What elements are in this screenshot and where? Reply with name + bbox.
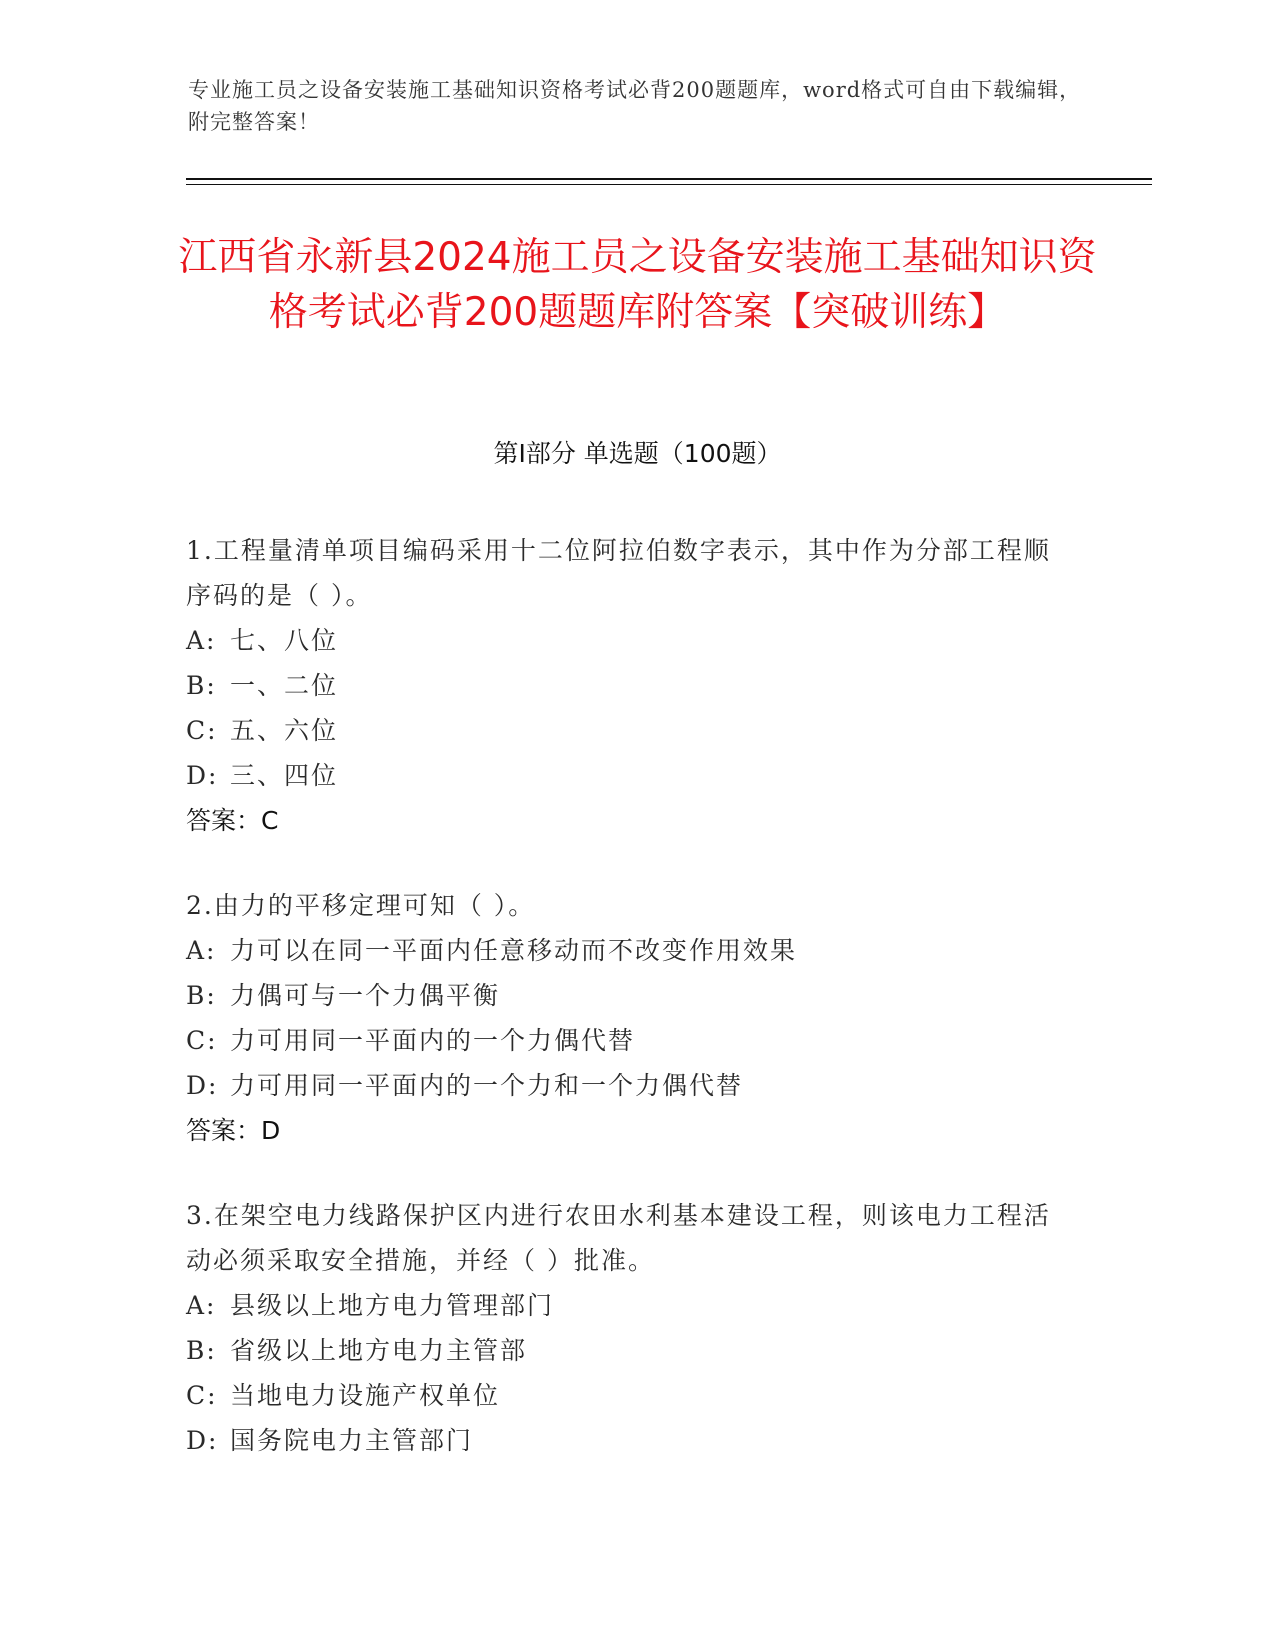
option-text: 一、二位 bbox=[230, 671, 339, 700]
answer-line: 答案：D bbox=[186, 1116, 281, 1145]
question-stem: 2.由力的平移定理可知（ ）。 bbox=[186, 891, 536, 920]
question-3 bbox=[186, 1193, 1066, 1463]
answer-line: 答案：C bbox=[186, 806, 279, 835]
option-a bbox=[186, 928, 1066, 973]
question-1 bbox=[186, 528, 1066, 843]
header-rule-thick bbox=[186, 178, 1152, 180]
option-letter: D: bbox=[186, 1071, 219, 1100]
option-c bbox=[186, 1018, 1066, 1063]
option-text: 力可用同一平面内的一个力和一个力偶代替 bbox=[230, 1071, 744, 1100]
option-text: 省级以上地方电力主管部 bbox=[230, 1336, 528, 1365]
option-b bbox=[186, 973, 1066, 1018]
option-d bbox=[186, 1063, 1066, 1108]
option-text: 县级以上地方电力管理部门 bbox=[230, 1291, 555, 1320]
question-stem: 3.在架空电力线路保护区内进行农田水利基本建设工程，则该电力工程活动必须采取安全措施，并经（ ）批准。 bbox=[186, 1201, 1051, 1275]
option-text: 力偶可与一个力偶平衡 bbox=[230, 981, 501, 1010]
option-letter: B: bbox=[186, 1336, 217, 1365]
question-list bbox=[186, 528, 1066, 1503]
option-a bbox=[186, 618, 1066, 663]
document-title: 江西省永新县2024施工员之设备安装施工基础知识资格考试必背200题题库附答案【突破训练】 bbox=[178, 235, 1097, 335]
option-letter: D: bbox=[186, 761, 219, 790]
option-text: 三、四位 bbox=[230, 761, 339, 790]
option-text: 五、六位 bbox=[230, 716, 339, 745]
header-note: 专业施工员之设备安装施工基础知识资格考试必背200题题库，word格式可自由下载编辑，附完整答案！ bbox=[188, 78, 1082, 134]
question-stem: 1.工程量清单项目编码采用十二位阿拉伯数字表示，其中作为分部工程顺序码的是（ ）。 bbox=[186, 536, 1051, 610]
option-letter: C: bbox=[186, 1381, 218, 1410]
question-2 bbox=[186, 883, 1066, 1153]
option-c bbox=[186, 708, 1066, 753]
option-text: 七、八位 bbox=[230, 626, 339, 655]
option-letter: D: bbox=[186, 1426, 219, 1455]
option-text: 当地电力设施产权单位 bbox=[230, 1381, 501, 1410]
section-title: 第Ⅰ部分 单选题（100题） bbox=[493, 439, 782, 468]
option-letter: A: bbox=[186, 626, 217, 655]
option-letter: C: bbox=[186, 716, 218, 745]
option-b bbox=[186, 1328, 1066, 1373]
header-rule-thin bbox=[186, 184, 1152, 185]
option-text: 力可用同一平面内的一个力偶代替 bbox=[230, 1026, 636, 1055]
option-text: 力可以在同一平面内任意移动而不改变作用效果 bbox=[230, 936, 798, 965]
option-d bbox=[186, 753, 1066, 798]
option-letter: B: bbox=[186, 671, 217, 700]
option-letter: B: bbox=[186, 981, 217, 1010]
option-letter: A: bbox=[186, 1291, 217, 1320]
option-b bbox=[186, 663, 1066, 708]
option-a bbox=[186, 1283, 1066, 1328]
option-letter: A: bbox=[186, 936, 217, 965]
option-d bbox=[186, 1418, 1066, 1463]
option-letter: C: bbox=[186, 1026, 218, 1055]
option-text: 国务院电力主管部门 bbox=[230, 1426, 474, 1455]
option-c bbox=[186, 1373, 1066, 1418]
